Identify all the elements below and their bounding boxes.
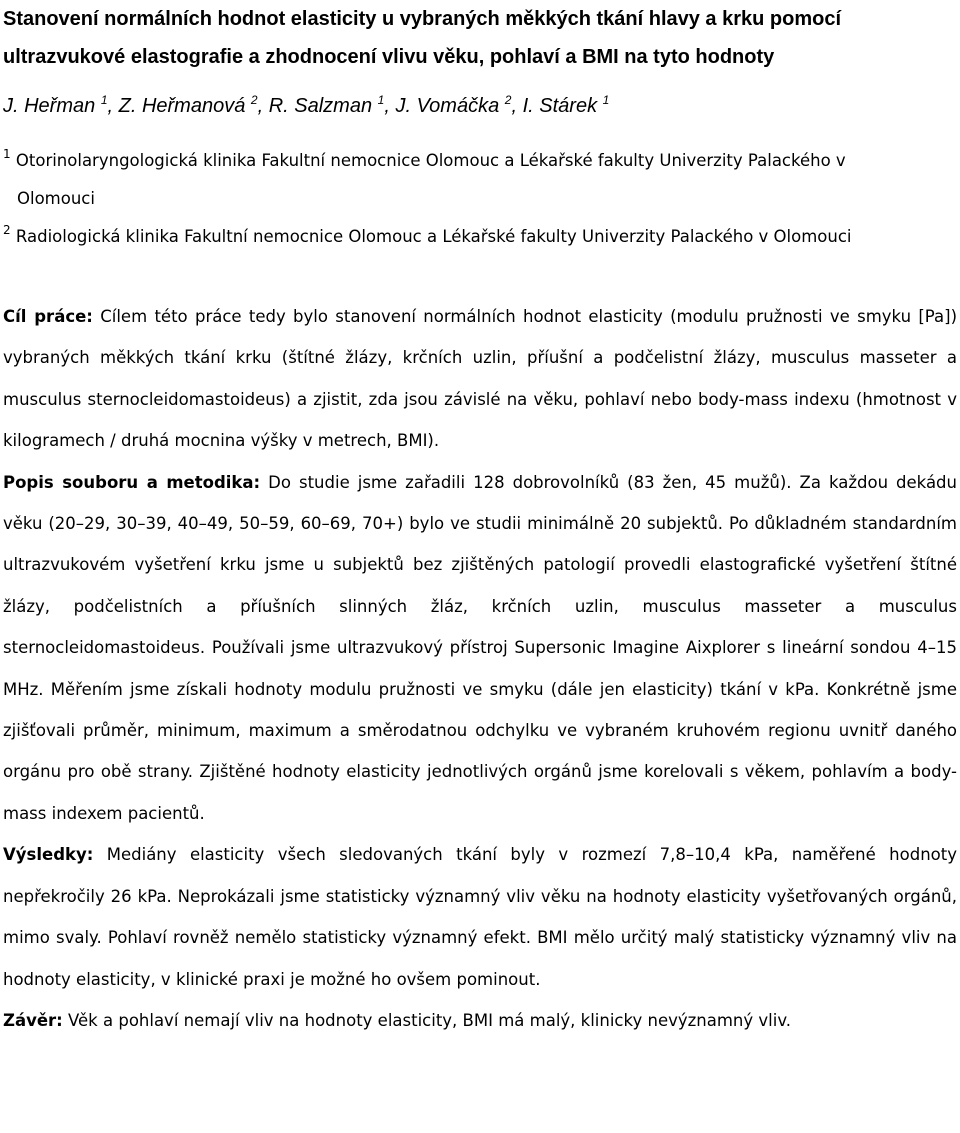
- author-name: I. Stárek: [522, 95, 598, 117]
- affiliation-text-continued: Olomouci: [17, 189, 95, 208]
- author-name: J. Vomáčka: [395, 95, 500, 117]
- author-list: J. Heřman $^1$, Z. Heřmanová $^2$, R. Salzman $^1$, J. Vomáčka $^2$, I. Stárek $^1$: [3, 93, 610, 117]
- section-text: Mediány elasticity všech sledovaných tkání byly v rozmezí 7,8–10,4 kPa, naměřené hodnoty nepřekročily 26 kPa. Neprokázali jsme statisticky významný vliv věku na hodnoty elasticity vyšetřovaných orgánů, mimo svaly. Pohlaví rovněž nemělo statisticky významný efekt. BMI mělo určitý malý statisticky významný vliv na hodnoty elasticity, v klinické praxi je možné ho ovšem pominout.: [3, 845, 957, 989]
- author-affiliation-mark: 1: [377, 93, 385, 107]
- affiliation-2: [3, 218, 957, 256]
- affiliation-text: Radiologická klinika Fakultní nemocnice Olomouc a Lékařské fakulty Univerzity Palackého v Olomouci: [15, 227, 852, 246]
- author-affiliation-mark: 1: [602, 93, 610, 107]
- section-heading: Cíl práce:: [3, 307, 93, 326]
- author-name: J. Heřman: [3, 95, 96, 117]
- affiliation-number: 1: [3, 147, 11, 161]
- author-affiliation-mark: 2: [504, 93, 512, 107]
- affiliation-1: [3, 142, 957, 218]
- section-text: Do studie jsme zařadili 128 dobrovolníků (83 žen, 45 mužů). Za každou dekádu věku (20–29, 30–39, 40–49, 50–59, 60–69, 70+) bylo ve studii minimálně 20 subjektů. Po důkladném standardním ultrazvukovém vyšetření krku jsme u subjektů bez zjištěných patologií provedli elastografické vyšetření štítné žlázy, podčelistních a příušních slinných žláz, krčních uzlin, musculus masseter a musculus sternocleidomastoideus. Používali jsme ultrazvukový přístroj Supersonic Imagine Aixplorer s lineární sondou 4–15 MHz. Měřením jsme získali hodnoty modulu pružnosti ve smyku (dále jen elasticity) tkání v kPa. Konkrétně jsme zjišťovali průměr, minimum, maximum a směrodatnou odchylku ve vybraném kruhovém regionu uvnitř daného orgánu pro obě strany. Zjištěné hodnoty elasticity jednotlivých orgánů jsme korelovali s věkem, pohlavím a body-mass indexem pacientů.: [3, 472, 957, 823]
- author-name: Z. Heřmanová: [118, 95, 246, 117]
- author-affiliation-mark: 2: [250, 93, 258, 107]
- document-title: Stanovení normálních hodnot elasticity u vybraných měkkých tkání hlavy a krku pomocí ultrazvukové elastografie a zhodnocení vlivu věku, pohlaví a BMI na tyto hodnoty: [3, 8, 842, 68]
- section-text: Cílem této práce tedy bylo stanovení normálních hodnot elasticity (modulu pružnosti ve smyku [Pa]) vybraných měkkých tkání krku (štítné žlázy, krčních uzlin, příušní a podčelistní žlázy, musculus masseter a musculus sternocleidomastoideus) a zjistit, zda jsou závislé na věku, pohlaví nebo body-mass indexu (hmotnost v kilogramech / druhá mocnina výšky v metrech, BMI).: [3, 307, 958, 451]
- author-name: R. Salzman: [268, 95, 373, 117]
- section-conclusion: [3, 1000, 957, 1041]
- section-heading: Závěr:: [3, 1010, 63, 1030]
- section-text: Věk a pohlaví nemají vliv na hodnoty elasticity, BMI má malý, klinicky nevýznamný vliv.: [62, 1010, 792, 1030]
- author-affiliation-mark: 1: [100, 93, 108, 107]
- section-heading: Popis souboru a metodika:: [3, 472, 261, 492]
- section-results: [3, 834, 957, 1000]
- section-methods: [3, 462, 957, 835]
- section-aim: [3, 296, 957, 462]
- abstract-body: [3, 296, 957, 1041]
- affiliation-number: 2: [3, 223, 11, 237]
- document-page: [3, 0, 957, 1041]
- affiliation-text: Otorinolaryngologická klinika Fakultní nemocnice Olomouc a Lékařské fakulty Univerzity Palackého v: [15, 151, 846, 170]
- section-heading: Výsledky:: [3, 845, 94, 865]
